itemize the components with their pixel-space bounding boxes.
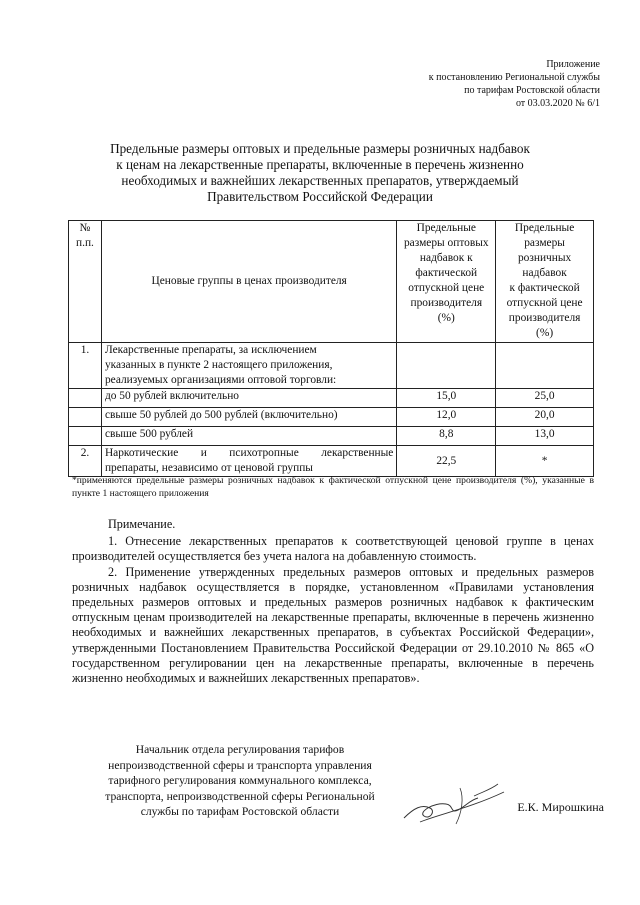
signer-name: Е.К. Мирошкина	[517, 800, 604, 814]
table-row	[69, 343, 594, 389]
header-retail	[496, 221, 594, 343]
row-text-line: указанных в пункте 2 настоящего приложения,	[104, 359, 333, 371]
header-wholesale	[397, 221, 496, 343]
header-wholesale-line: производителя	[410, 297, 483, 309]
empty-cell	[69, 389, 102, 408]
note-paragraph: 1. Отнесение лекарственных препаратов к соответствующей ценовой группе в ценах производителей осуществляется без учета налога на добавленную стоимость.	[72, 534, 594, 564]
row-text-line: Наркотические и психотропные лекарственные	[104, 447, 394, 459]
empty-cell	[69, 427, 102, 446]
retail-value: 13,0	[496, 427, 594, 446]
appendix-header	[340, 58, 600, 110]
price-group-label: свыше 50 рублей до 500 рублей (включительно)	[101, 408, 396, 427]
header-retail-line: (%)	[536, 327, 554, 339]
header-wholesale-line: фактической	[415, 267, 478, 279]
price-group-label: до 50 рублей включительно	[101, 389, 396, 408]
appendix-line: от 03.03.2020 № 6/1	[515, 98, 600, 109]
header-num	[69, 221, 102, 343]
header-retail-line: производителя	[508, 312, 581, 324]
row-text-line: препараты, независимо от ценовой группы	[104, 462, 313, 474]
retail-value: 25,0	[496, 389, 594, 408]
empty-cell	[69, 408, 102, 427]
appendix-line: по тарифам Ростовской области	[464, 85, 600, 96]
header-num-line2: п.п.	[76, 237, 94, 249]
header-retail-line: розничных	[517, 252, 572, 264]
table-row	[69, 446, 594, 477]
header-wholesale-line: отпускной цене	[408, 282, 485, 294]
header-retail-line: отпускной цене	[506, 297, 583, 309]
position-line: непроизводственной сферы и транспорта управления	[108, 758, 372, 772]
row-number: 1.	[69, 343, 102, 389]
table-row	[69, 408, 594, 427]
row-number: 2.	[69, 446, 102, 477]
row-description	[101, 446, 396, 477]
handwritten-signature	[400, 778, 508, 834]
price-group-label: свыше 500 рублей	[101, 427, 396, 446]
table-row	[69, 389, 594, 408]
title-line: Предельные размеры оптовых и предельные размеры розничных надбавок	[110, 141, 530, 156]
note-paragraph: 2. Применение утвержденных предельных размеров оптовых и предельных размеров розничных надбавок осуществляется в порядке, установленном «Правилами установления предельных размеров оптовых и предельных размеров розничных надбавок к фактическим отпускным ценам производителей на лекарственные препараты, включенные в перечень жизненно необходимых и важнейших лекарственных препаратов, в субъектах Российской Федерации», утвержденными Постановлением Правительства Российской Федерации от 29.10.2010 № 865 «О государственном регулировании цен на лекарственные препараты, включенные в перечень жизненно необходимых и важнейших лекарственных препаратов».	[72, 564, 594, 686]
row-text-line: реализуемых организациями оптовой торговли:	[104, 374, 337, 386]
wholesale-value: 15,0	[397, 389, 496, 408]
header-wholesale-line: размеры оптовых	[403, 237, 489, 249]
note-heading: Примечание.	[108, 517, 176, 531]
header-retail-line: размеры	[524, 237, 565, 249]
retail-value: *	[496, 446, 594, 477]
markup-table	[68, 220, 594, 477]
position-line: службы по тарифам Ростовской области	[140, 805, 340, 818]
table-row	[69, 427, 594, 446]
header-wholesale-line: надбавок к	[419, 252, 473, 264]
retail-value: 20,0	[496, 408, 594, 427]
position-line: Начальник отдела регулирования тарифов	[135, 743, 345, 756]
note-section	[72, 517, 594, 686]
title-line: к ценам на лекарственные препараты, включенные в перечень жизненно	[116, 157, 524, 172]
empty-cell	[496, 343, 594, 389]
header-wholesale-line: Предельные	[416, 222, 476, 234]
empty-cell	[397, 343, 496, 389]
position-line: тарифного регулирования коммунального комплекса,	[108, 774, 372, 787]
header-retail-line: Предельные	[514, 222, 575, 234]
wholesale-value: 12,0	[397, 408, 496, 427]
wholesale-value: 8,8	[397, 427, 496, 446]
header-num-line1: №	[79, 222, 91, 234]
row-text-line: Лекарственные препараты, за исключением	[104, 344, 317, 356]
wholesale-value: 22,5	[397, 446, 496, 477]
row-description	[101, 343, 396, 389]
position-line: транспорта, непроизводственной сферы Региональной	[105, 789, 375, 803]
title-line: Правительством Российской Федерации	[207, 189, 433, 204]
appendix-line: к постановлению Региональной службы	[428, 72, 600, 83]
header-wholesale-line: (%)	[437, 312, 455, 324]
header-group: Ценовые группы в ценах производителя	[101, 221, 396, 343]
appendix-line: Приложение	[546, 59, 600, 70]
table-header-row	[69, 221, 594, 343]
signatory-position	[80, 742, 400, 820]
header-retail-line: к фактической	[509, 282, 580, 294]
header-retail-line: надбавок	[522, 267, 567, 279]
document-title	[70, 141, 570, 205]
table-footnote: *применяются предельные размеры розничных надбавок к фактической отпускной цене производителя (%), указанные в пункте 1 настоящего приложения	[72, 475, 594, 499]
title-line: необходимых и важнейших лекарственных препаратов, утверждаемый	[121, 173, 519, 188]
